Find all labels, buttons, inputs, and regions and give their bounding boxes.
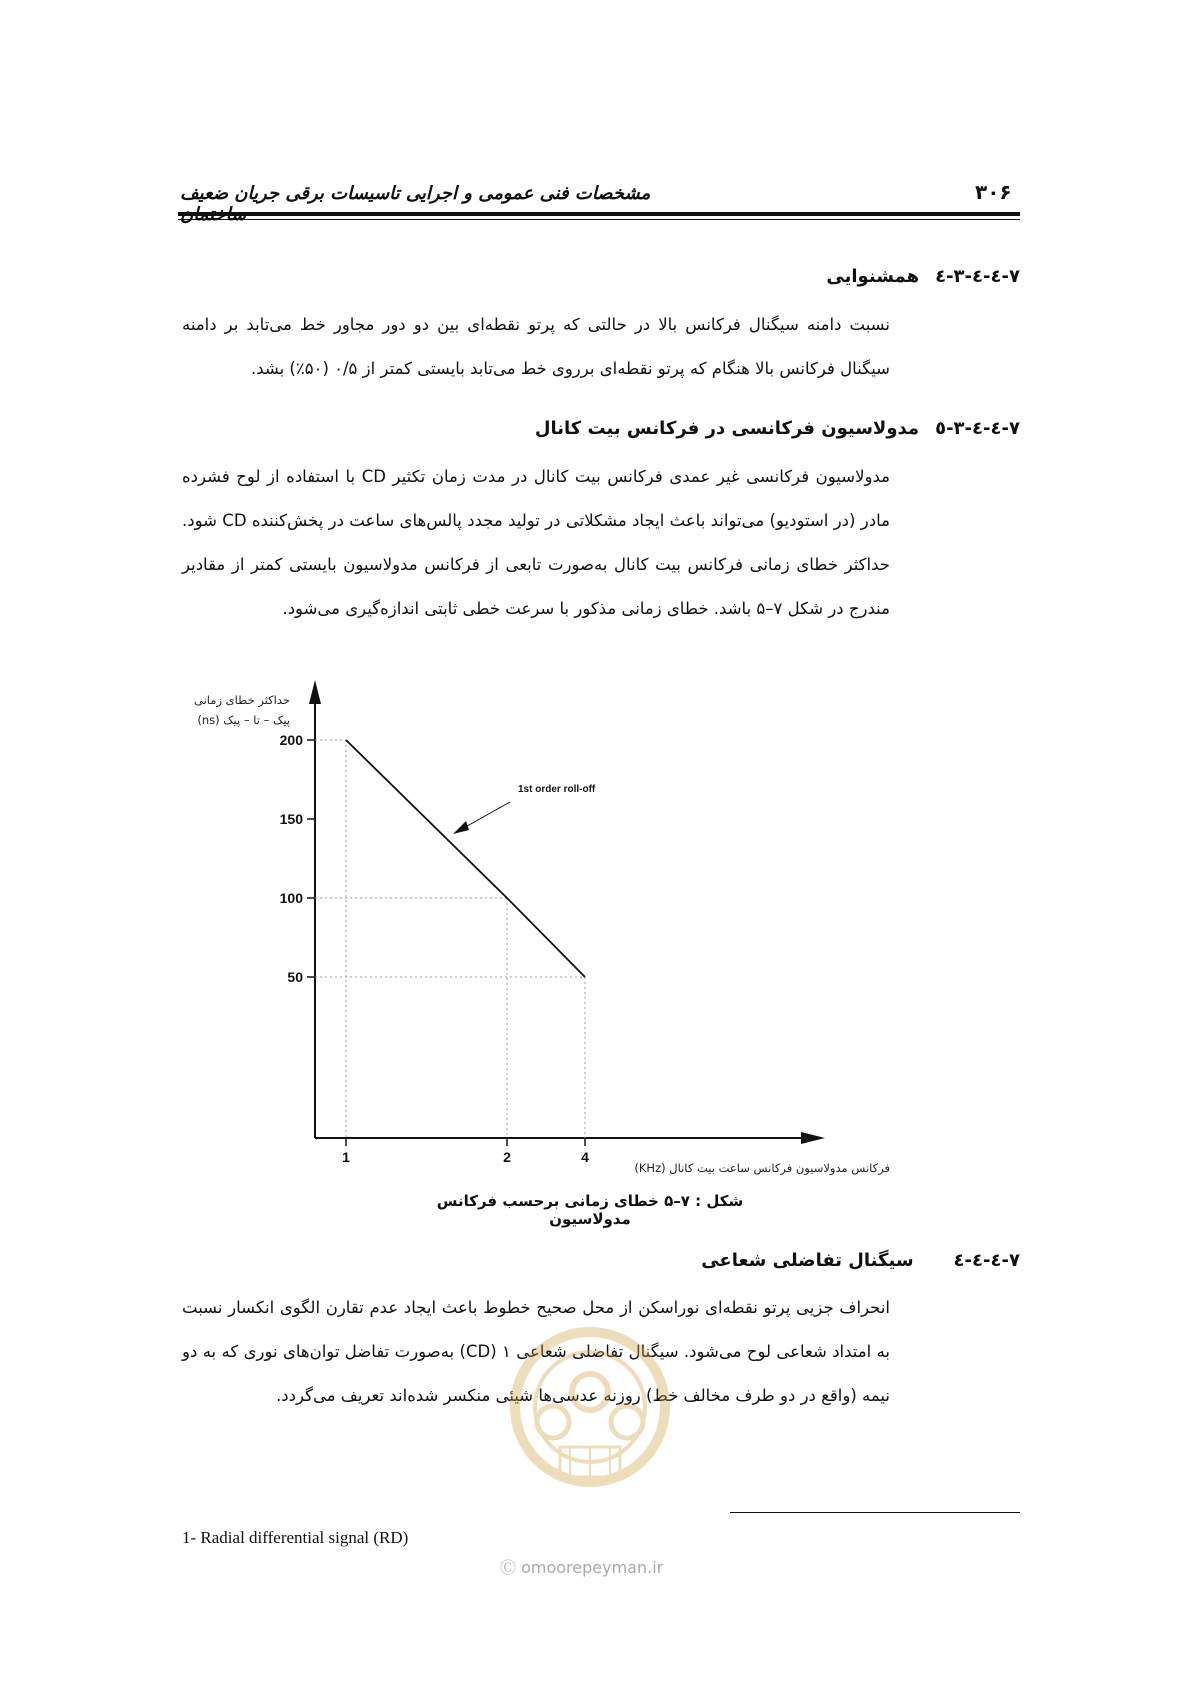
annotation-label: 1st order roll-off bbox=[518, 784, 596, 795]
section-body: انحراف جزیی پرتو نقطه‌ای نوراسکن از محل صحیح خطوط باعث ایجاد عدم تقارن الگوی انکسار نسبت به امتداد شعاعی لوح می‌شود. سیگنال تفاضلی شعاعی ۱ (CD) به‌صورت تفاضل توان‌های نوری که به دو نیمه (واقع در دو طرف مخالف خط) روزنه عدسی‌ها شیئی منکسر شده‌اند تعریف می‌گردد. bbox=[182, 1298, 891, 1405]
x-axis-label: فرکانس مدولاسیون فرکانس ساعت بیت کانال (KHz) bbox=[634, 1161, 890, 1175]
header-rule bbox=[178, 212, 1020, 216]
watermark-url: omoorepeyman.ir bbox=[521, 1558, 664, 1577]
y-axis-label-line2: پیک – تا – پیک (ns) bbox=[197, 713, 290, 727]
x-tick-label: 1 bbox=[342, 1149, 350, 1165]
header-rule-thin bbox=[178, 219, 1020, 220]
footnote-rule bbox=[730, 1512, 1020, 1513]
section-title: سیگنال تفاضلی شعاعی bbox=[701, 1250, 914, 1271]
data-series-line bbox=[346, 740, 585, 977]
y-axis-label-line1: حداکثر خطای زمانی bbox=[194, 693, 290, 707]
y-tick-label: 50 bbox=[287, 969, 303, 985]
y-tick-label: 200 bbox=[279, 732, 303, 748]
section-heading bbox=[826, 266, 1020, 287]
section-number: ۷-٤-٤-٤ bbox=[953, 1250, 1020, 1271]
watermark-text: Ⓒ omoorepeyman.ir bbox=[500, 1558, 664, 1577]
section-body: نسبت دامنه سیگنال فرکانس بالا در حالتی که پرتو نقطه‌ای بین دو دور مجاور خط می‌تابد بر دامنه سیگنال فرکانس بالا هنگام که پرتو نقطه‌ای برروی خط می‌تابد بایستی کمتر از ۰/۵ (۵۰٪) بشد. bbox=[182, 315, 890, 378]
x-tick-label: 2 bbox=[503, 1149, 511, 1165]
section-heading bbox=[701, 1250, 1020, 1271]
figure-caption: شکل : ۷–۵ خطای زمانی برحسب فرکانس مدولاسیون bbox=[436, 1192, 744, 1228]
y-tick-label: 150 bbox=[279, 811, 303, 827]
section-heading bbox=[535, 418, 1020, 439]
section-title: مدولاسیون فرکانسی در فرکانس بیت کانال bbox=[534, 418, 920, 439]
chart-svg bbox=[170, 670, 900, 1180]
section-title: همشنوایی bbox=[826, 266, 920, 287]
footnote: 1- Radial differential signal (RD) bbox=[182, 1528, 409, 1547]
y-tick-label: 100 bbox=[279, 890, 303, 906]
watermark-logo bbox=[505, 1312, 675, 1512]
annotation-arrowhead bbox=[453, 821, 469, 834]
x-tick-label: 4 bbox=[581, 1149, 589, 1165]
section-number: ۷-٤-٤-۳-٥ bbox=[935, 418, 1020, 439]
header-title: مشخصات فنی عمومی و اجرایی تاسیسات برقی جریان ضعیف bbox=[180, 183, 651, 204]
section-number: ۷-٤-٤-۳-٤ bbox=[935, 266, 1020, 287]
section-body: مدولاسیون فرکانسی غیر عمدی فرکانس بیت کانال در مدت زمان تکثیر CD با استفاده از لوح فشرده مادر (در استودیو) می‌تواند باعث ایجاد مشکلاتی در تولید مجدد پالس‌های ساعت در پخش‌کننده CD شود. حداکثر خطای زمانی فرکانس بیت کانال به‌صورت تابعی از فرکانس مدولاسیون بایستی کمتر از مقادیر مندرج در شکل ۷–۵ باشد. خطای زمانی مذکور با سرعت خطی ثابتی اندازه‌گیری می‌شود. bbox=[182, 467, 890, 618]
y-axis-arrow bbox=[309, 680, 321, 704]
page-number: ۳۰۶ bbox=[975, 180, 1012, 204]
x-axis-arrow bbox=[801, 1132, 825, 1144]
